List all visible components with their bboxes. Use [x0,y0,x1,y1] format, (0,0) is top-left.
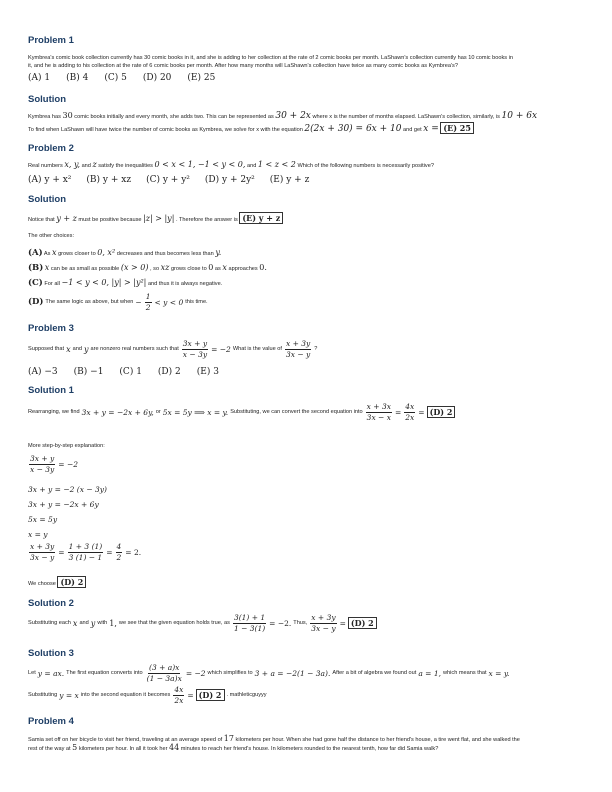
problem-3-choices [28,367,219,377]
solution-1-line-2: To find when LaShawn will have twice the number of comic books as Kymbrea, we solve for x with the equation 2(2x + 30) = 6x + 10 and get x = (E) 25 [28,123,474,134]
other-choice-b: (B) x can be as small as possible (x > 0) , so xz grows close to 0 as x approaches 0. [28,263,267,273]
problem-4-text: Samia set off on her bicycle to visit her friend, traveling at an average speed of 17 kilometers per hour. When she had gone half the distance to her friend's house, a tire went flat, and she walked the [28,734,520,743]
choice-a: (A) 1 [28,73,51,83]
step-4: 5x = 5y [28,515,58,524]
answer-box: (D) 2 [427,406,456,418]
step-3: 3x + y = −2x + 6y [28,500,99,509]
problem-3-title: Problem 3 [28,323,74,334]
choice-e: (E) 25 [187,73,216,83]
solution-1-title: Solution [28,94,66,105]
choice-d: (D) 20 [142,73,172,83]
solution-3-2-line: Substituting each x and y with 1, we see that the given equation holds true, as $\frac{3(1) + 1}{1 - 3(1)}$ = −2. Thus, $\frac{x + 3y}{3x - y}$ = (D) 2 [28,614,377,632]
solution-3-1-title: Solution 1 [28,385,74,396]
answer-box: (E) 25 [440,122,474,134]
problem-2-title: Problem 2 [28,143,74,154]
step-2: 3x + y = −2 (x − 3y) [28,485,107,494]
solution-3-3-line-2: Substituting y = x into the second equation it becomes $\frac{4x}{2x}$ = (D) 2 . mathleticguyyy [28,685,267,705]
choice-a: (A) −3 [28,367,58,377]
solution-3-3-title: Solution 3 [28,648,74,659]
choice-e: (E) y + z [269,175,310,185]
choice-b: (B) −1 [73,367,104,377]
choice-a: (A) y + x² [28,175,72,185]
problem-4-title: Problem 4 [28,716,74,727]
step-1: $\frac{3x + y}{x - 3y}$ = −2 [30,454,79,474]
solution-1-line-1: Kymbrea has 30 comic books initially and every month, she adds two. This can be represented as 30 + 2x where x is the number of months elapsed. LaShawn's collection, similarly, is 10 + 6x [28,111,538,121]
problem-1-choices [28,73,215,83]
solution-3-1-line: Rearranging, we find 3x + y = −2x + 6y, or 5x = 5y ⟹ x = y. Substituting, we can convert the second equation into $\frac{x + 3x}{3x - x}$ = $\frac{4x}{2x}$ = (D) 2 [28,403,455,421]
solution-2-title: Solution [28,194,66,205]
problem-2-text: Real numbers x, y, and z satisfy the inequalities 0 < x < 1, −1 < y < 0, and 1 < z < 2 Which of the following numbers is necessarily positive? [28,160,434,169]
solution-3-3-line-1: Let y = ax. The first equation converts into $\frac{(3 + a)x}{(1 - 3a)x}$ = −2 which simplifies to 3 + a = −2(1 − 3a). After a bit of algebra we found out a = 1, which means that x = y. [28,663,510,683]
problem-1-title: Problem 1 [28,35,74,46]
choice-d: (D) y + 2y² [204,175,255,185]
step-6: $\frac{x + 3y}{3x - y}$ = $\frac{1 + 3 (1)}{3 (1) - 1}$ = $\frac{4}{2}$ = 2. [30,542,142,562]
choice-d: (D) 2 [157,367,181,377]
problem-1-text-cont: it, and he is adding to his collection at the rate of 6 comic books per month. After how many months will LaShawn's collection have twice as many comic books as Kymbrea's? [28,63,458,69]
choice-c: (C) 5 [104,73,127,83]
choice-e: (E) 3 [196,367,219,377]
problem-4-text-cont: rest of the way at 5 kilometers per hour. In all it took her 44 minutes to reach her friend's house. In kilometers rounded to the nearest tenth, how far did Samia walk? [28,743,439,752]
choice-b: (B) y + xz [86,175,132,185]
we-choose: We choose (D) 2 [28,577,86,587]
answer-box: (E) y + z [239,212,283,224]
answer-box: (D) 2 [196,689,225,701]
problem-3-text: Supposed that x and y are nonzero real numbers such that $\frac{3x + y}{x - 3y}$ = −2 What is the value of $\frac{x + 3y}{3x - y}$ ? [28,339,318,359]
solution-2-notice: Notice that y + z must be positive because |z| > |y| . Therefore the answer is (E) y + z [28,213,283,223]
more-steps-label: More step-by-step explanation: [28,443,105,449]
answer-box: (D) 2 [57,576,86,588]
choice-c: (C) y + y² [146,175,190,185]
other-choice-a: (A) As x grows closer to 0, x² decreases and thus becomes less than y. [28,248,222,258]
step-5: x = y [28,530,48,539]
choice-b: (B) 4 [66,73,89,83]
other-choice-d: (D) The same logic as above, but when − $\frac{1}{2}$ < y < 0 this time. [28,292,208,312]
answer-box: (D) 2 [348,617,377,629]
problem-2-choices [28,175,309,185]
other-choices-label: The other choices: [28,233,75,239]
solution-3-2-title: Solution 2 [28,598,74,609]
other-choice-c: (C) For all −1 < y < 0, |y| > |y²| and thus it is always negative. [28,278,223,288]
choice-c: (C) 1 [119,367,142,377]
problem-1-text: Kymbrea's comic book collection currently has 30 comic books in it, and she is adding to her collection at the rate of 2 comic books per month. LaShawn's collection currently has 10 comic books in [28,55,513,61]
